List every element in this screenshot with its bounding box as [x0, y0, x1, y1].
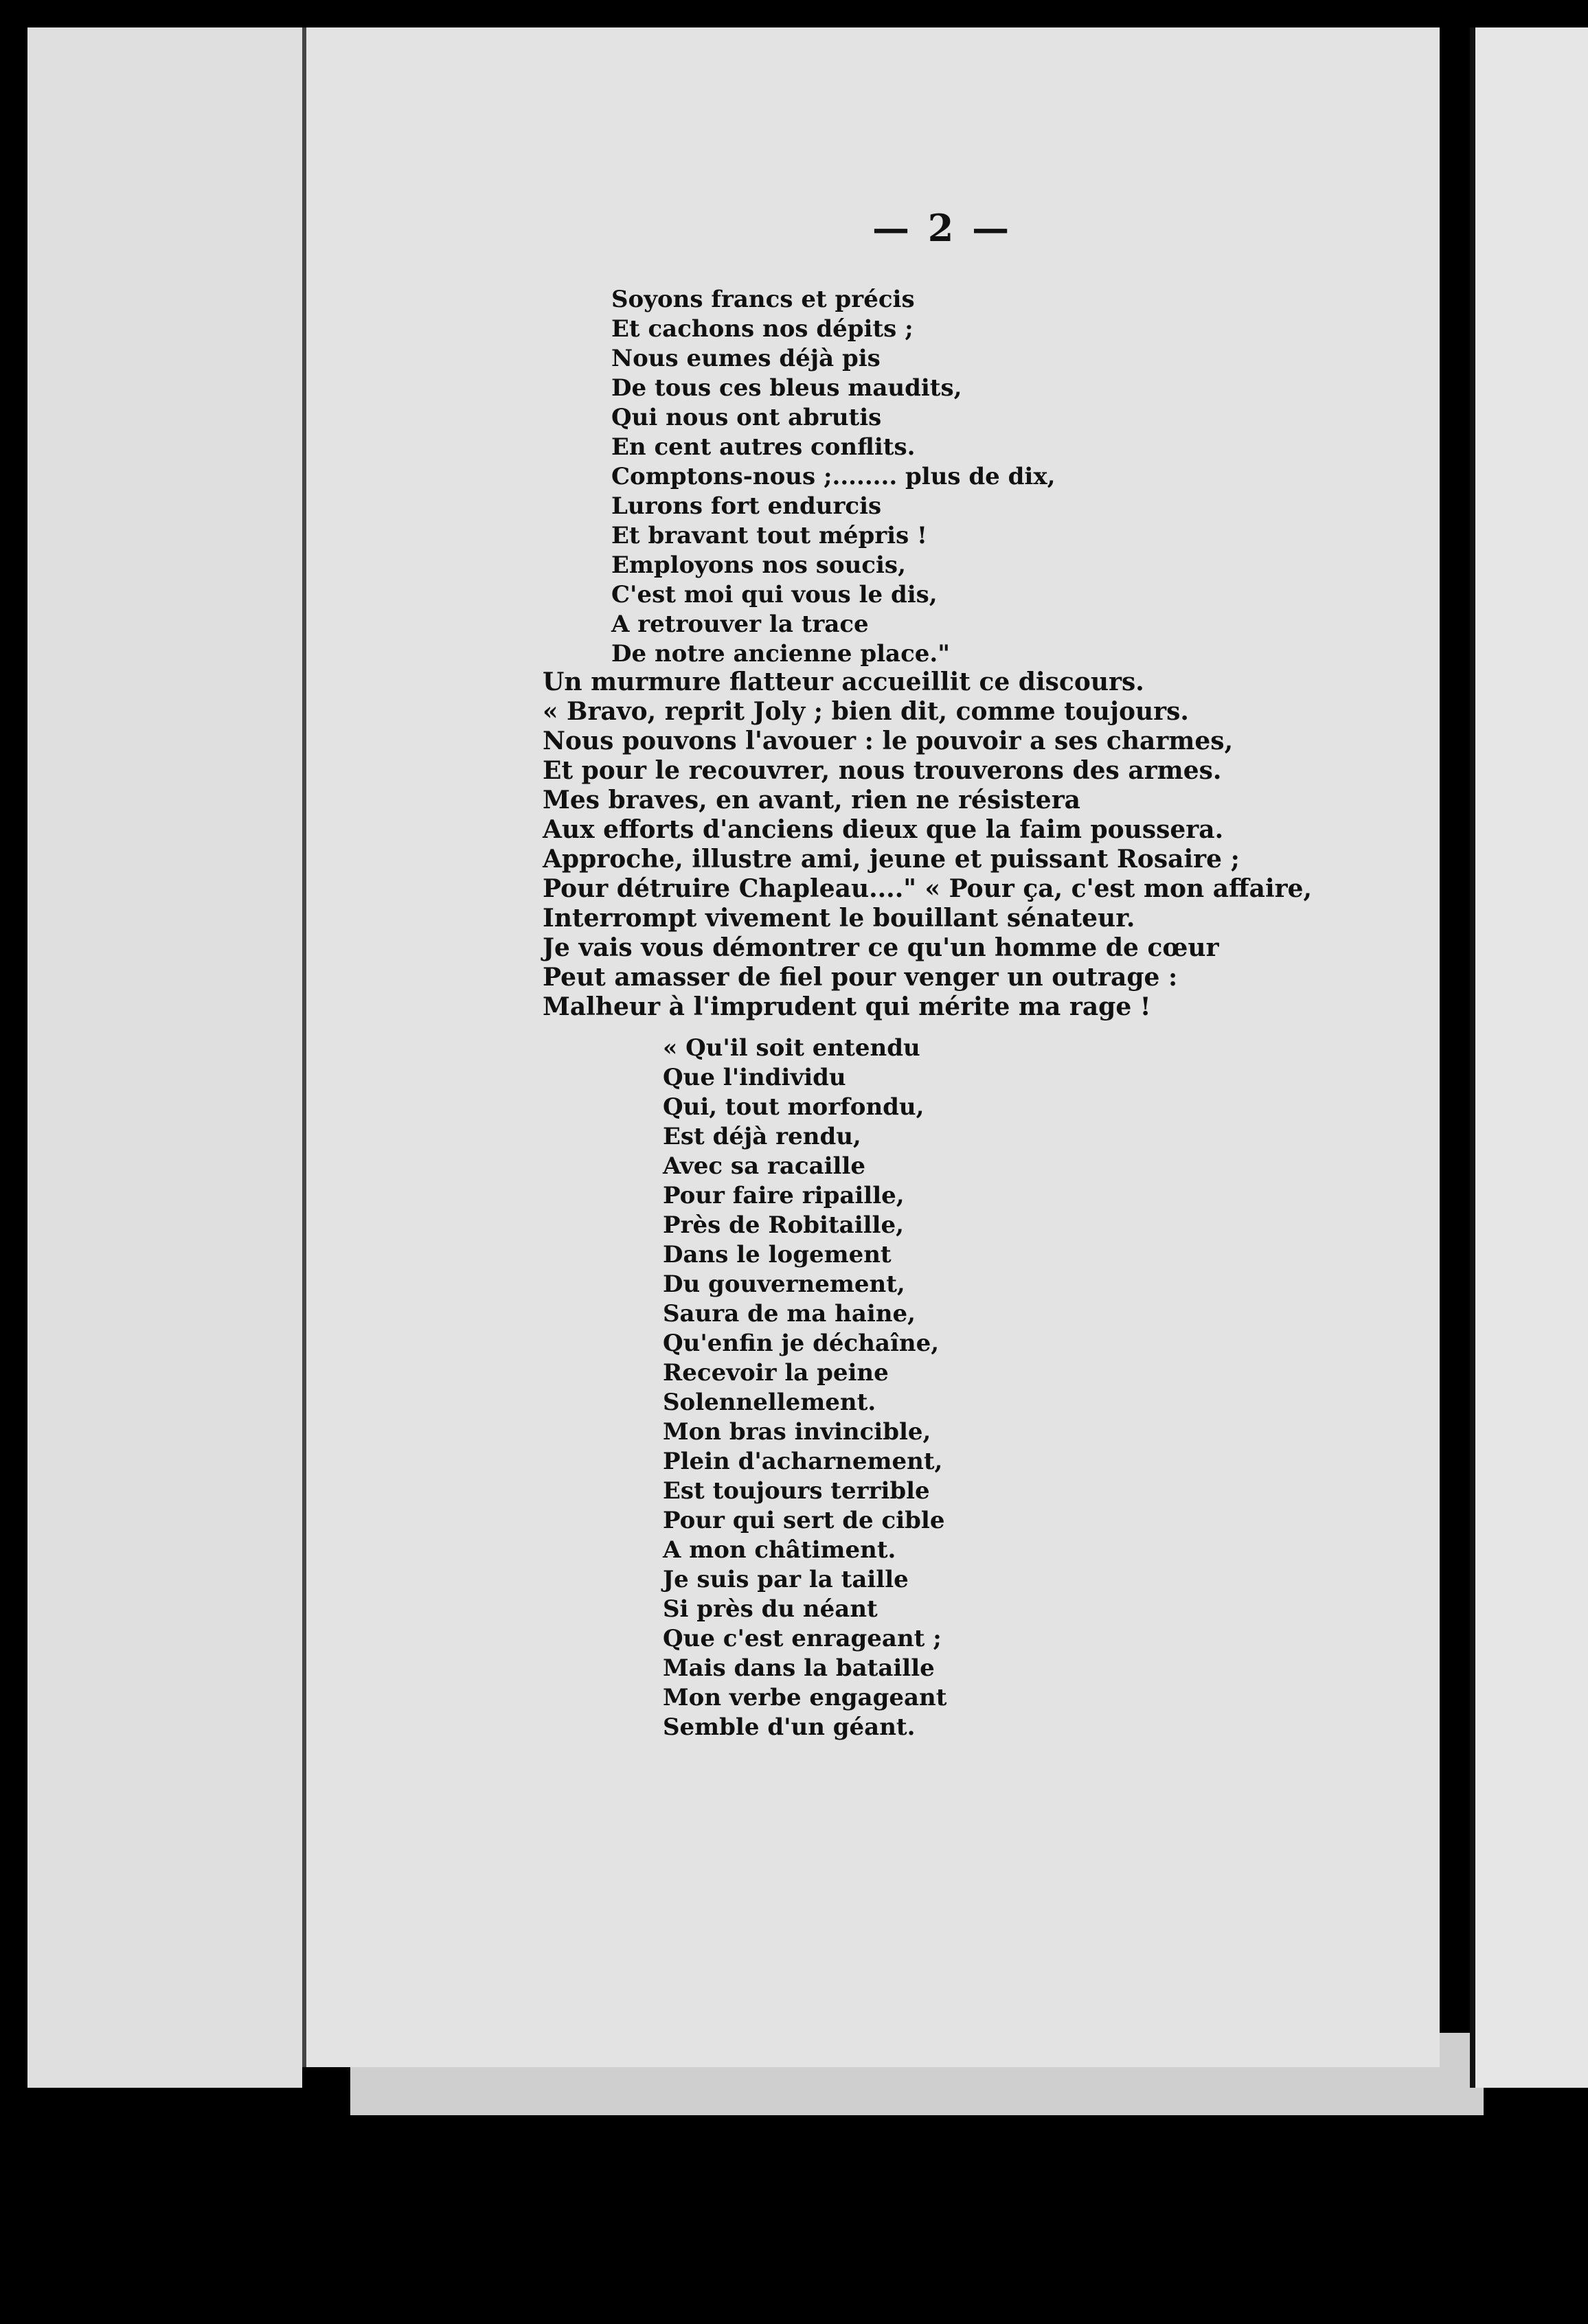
- verse-line: Et cachons nos dépits ;: [611, 315, 914, 343]
- verse-line: Lurons fort endurcis: [611, 492, 882, 520]
- verse-line: Mais dans la bataille: [663, 1654, 935, 1682]
- verse-line: Recevoir la peine: [663, 1359, 889, 1387]
- verse-line: Saura de ma haine,: [663, 1300, 916, 1328]
- verse-line: Solennellement.: [663, 1389, 876, 1416]
- verse-line: « Bravo, reprit Joly ; bien dit, comme toujours.: [543, 697, 1189, 726]
- verse-line: Mon verbe engageant: [663, 1684, 947, 1711]
- verse-line: Comptons-nous ;........ plus de dix,: [611, 463, 1056, 490]
- verse-line: Mes braves, en avant, rien ne résistera: [543, 786, 1080, 814]
- verse-line: Peut amasser de fiel pour venger un outrage :: [543, 963, 1178, 992]
- verse-line: Du gouvernement,: [663, 1271, 905, 1298]
- verse-line: Un murmure flatteur accueillit ce discours.: [543, 668, 1144, 696]
- verse-line: De notre ancienne place.": [611, 640, 950, 668]
- verse-line: Avec sa racaille: [663, 1152, 865, 1180]
- verse-line: Interrompt vivement le bouillant sénateur.: [543, 904, 1135, 933]
- verse-line: C'est moi qui vous le dis,: [611, 581, 938, 608]
- verse-line: Qui, tout morfondu,: [663, 1093, 925, 1121]
- verse-line: Employons nos soucis,: [611, 551, 906, 579]
- verse-line: Pour qui sert de cible: [663, 1507, 945, 1534]
- verse-line: Qu'enfin je déchaîne,: [663, 1330, 940, 1357]
- stanza-2: [543, 668, 1312, 1022]
- verse-line: Soyons francs et précis: [611, 286, 915, 313]
- adjacent-page-edge: [1470, 27, 1588, 2088]
- verse-line: Que c'est enrageant ;: [663, 1625, 942, 1652]
- verse-line: A retrouver la trace: [611, 611, 869, 638]
- verse-line: Aux efforts d'anciens dieux que la faim poussera.: [543, 815, 1224, 844]
- verse-line: Nous eumes déjà pis: [611, 345, 881, 372]
- verse-line: « Qu'il soit entendu: [663, 1034, 920, 1062]
- verse-line: Je suis par la taille: [663, 1566, 909, 1593]
- verse-line: Pour détruire Chapleau...." « Pour ça, c'est mon affaire,: [543, 874, 1313, 903]
- verse-line: Je vais vous démontrer ce qu'un homme de cœur: [543, 933, 1219, 962]
- verse-line: Qui nous ont abrutis: [611, 404, 882, 431]
- verse-line: De tous ces bleus maudits,: [611, 374, 962, 402]
- verse-line: Et bravant tout mépris !: [611, 522, 927, 549]
- stanza-1: [611, 285, 1055, 669]
- verse-line: Pour faire ripaille,: [663, 1182, 905, 1209]
- verse-line: A mon châtiment.: [663, 1536, 896, 1564]
- verse-line: Près de Robitaille,: [663, 1211, 904, 1239]
- verse-line: Dans le logement: [663, 1241, 892, 1268]
- verse-line: Est toujours terrible: [663, 1477, 930, 1505]
- stanza-3: [663, 1034, 946, 1742]
- verse-line: Plein d'acharnement,: [663, 1448, 943, 1475]
- verse-line: Que l'individu: [663, 1064, 846, 1091]
- verse-line: Semble d'un géant.: [663, 1713, 916, 1741]
- verse-line: Est déjà rendu,: [663, 1123, 861, 1150]
- verse-line: Si près du néant: [663, 1595, 878, 1623]
- verse-line: Mon bras invincible,: [663, 1418, 931, 1446]
- page-number: — 2 —: [872, 206, 1012, 250]
- verse-line: En cent autres conflits.: [611, 433, 916, 461]
- verse-line: Approche, illustre ami, jeune et puissant Rosaire ;: [543, 845, 1240, 874]
- left-margin: [27, 27, 302, 2088]
- verse-line: Et pour le recouvrer, nous trouverons des armes.: [543, 756, 1222, 785]
- verse-line: Nous pouvons l'avouer : le pouvoir a ses charmes,: [543, 727, 1234, 755]
- verse-line: Malheur à l'imprudent qui mérite ma rage !: [543, 992, 1151, 1021]
